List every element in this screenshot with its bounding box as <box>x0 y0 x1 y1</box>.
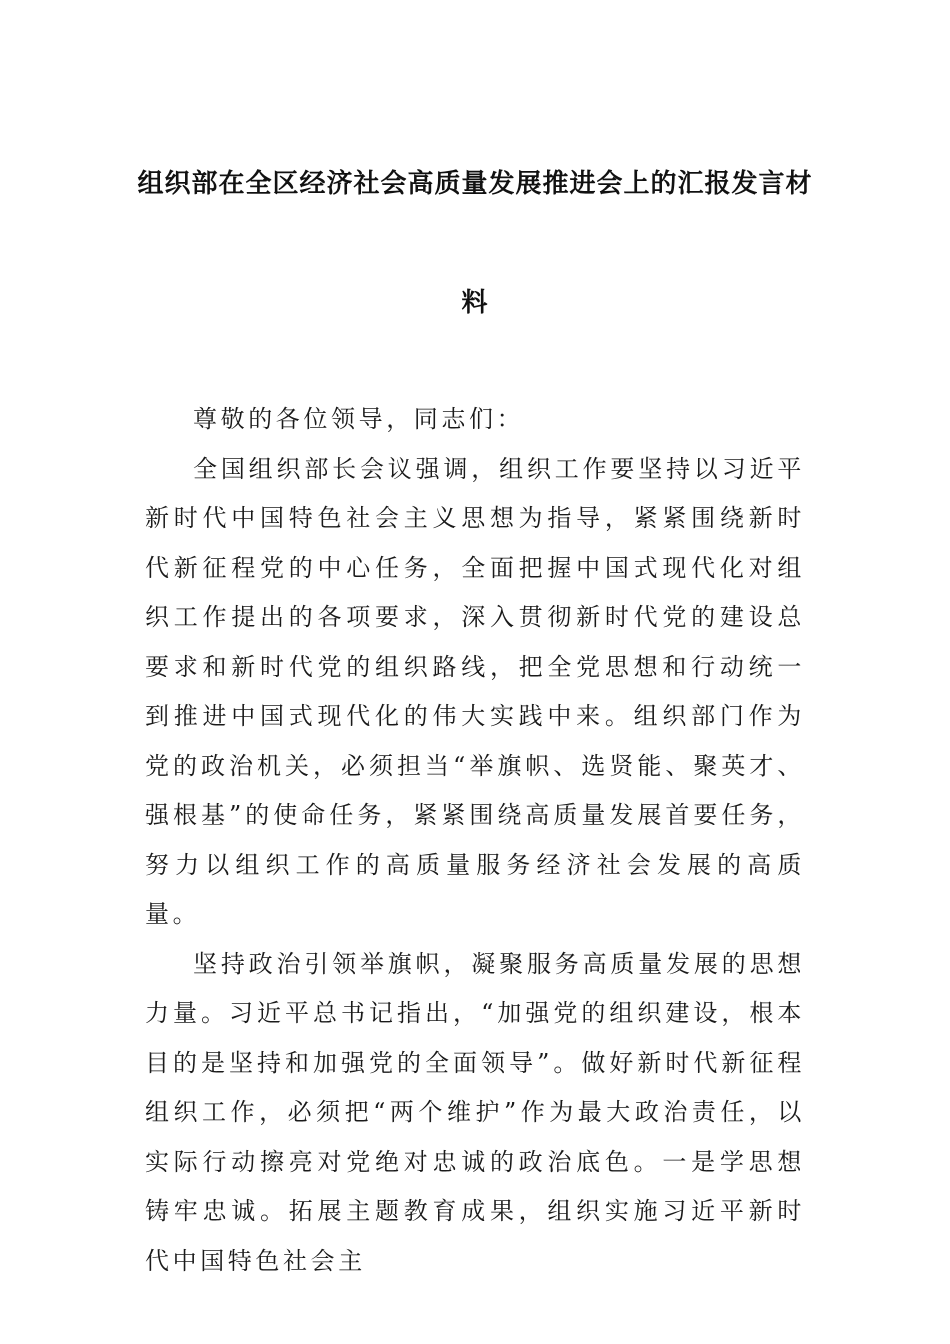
salutation: 尊敬的各位领导，同志们： <box>193 405 525 433</box>
body-paragraph-2: 坚持政治引领举旗帜，凝聚服务高质量发展的思想力量。习近平总书记指出，“加强党的组织建设，根本目的是坚持和加强党的全面领导”。做好新时代新征程组织工作，必须把“两个维护”作为最大政治责任，以实际行动擦亮对党绝对忠诚的政治底色。一是学思想铸牢忠诚。拓展主题教育成果，组织实施习近平新时代中国特色社会主 <box>145 949 805 1275</box>
document-title-line-1: 组织部在全区经济社会高质量发展推进会上的汇报发言材 <box>137 169 813 199</box>
document-title-line-2: 料 <box>461 288 489 318</box>
document-body <box>145 395 805 1286</box>
body-paragraph-1: 全国组织部长会议强调，组织工作要坚持以习近平新时代中国特色社会主义思想为指导，紧紧围绕新时代新征程党的中心任务，全面把握中国式现代化对组织工作提出的各项要求，深入贯彻新时代党的建设总要求和新时代党的组织路线，把全党思想和行动统一到推进中国式现代化的伟大实践中来。组织部门作为党的政治机关，必须担当“举旗帜、选贤能、聚英才、强根基”的使命任务，紧紧围绕高质量发展首要任务，努力以组织工作的高质量服务经济社会发展的高质量。 <box>145 454 805 928</box>
